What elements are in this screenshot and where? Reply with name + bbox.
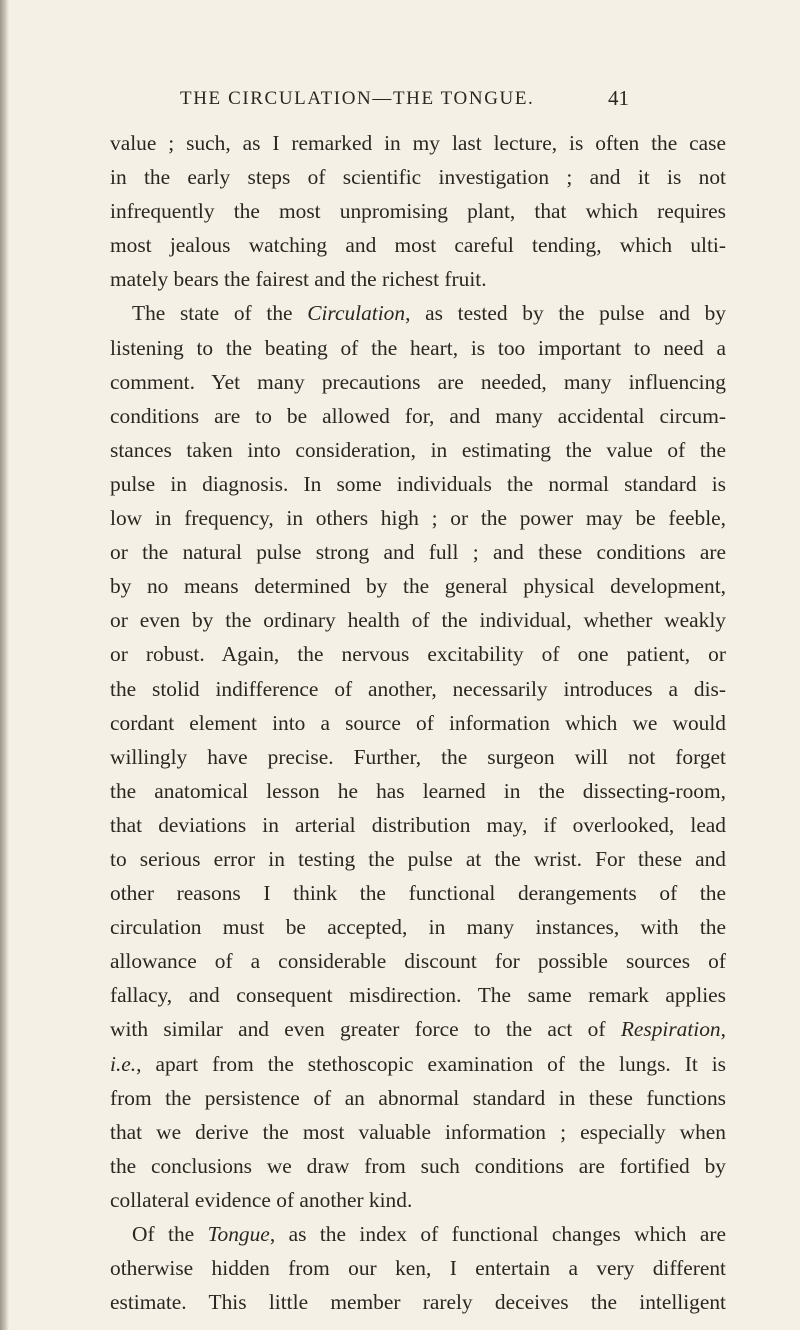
text-run: pulse in diagnosis. In some individuals the normal standard is: [110, 471, 726, 496]
italic-term: Tongue: [207, 1222, 270, 1246]
text-line: [110, 262, 726, 296]
text-run: willingly have precise. Further, the surgeon will not forget: [110, 744, 726, 769]
text-line: [110, 160, 726, 194]
text-run: The state of the: [132, 301, 308, 326]
text-line: [110, 944, 726, 978]
text-line: [110, 978, 726, 1012]
italic-term: Respiration: [620, 1017, 721, 1042]
text-run: allowance of a considerable discount for possible sources of: [110, 949, 726, 974]
text-line: [110, 706, 726, 740]
text-run: the stolid indifference of another, necessarily introduces a dis-: [110, 676, 726, 701]
text-line: [110, 1251, 726, 1285]
text-run: to serious error in testing the pulse at the wrist. For these and: [110, 846, 726, 871]
text-run: ,: [720, 1017, 726, 1042]
running-head: [0, 88, 800, 118]
text-run: the anatomical lesson he has learned in the dissecting-room,: [110, 778, 726, 803]
text-run: most jealous watching and most careful tending, which ulti-: [110, 233, 726, 258]
text-run: with similar and even greater force to the act of: [110, 1017, 621, 1042]
text-line: [110, 1012, 726, 1046]
text-line: [110, 842, 726, 876]
text-line: [110, 126, 726, 160]
text-line: [110, 1149, 726, 1183]
text-run: collateral evidence of another kind.: [110, 1187, 413, 1212]
text-run: fallacy, and consequent misdirection. The same remark applies: [110, 983, 726, 1008]
text-run: by no means determined by the general physical development,: [110, 574, 726, 599]
text-run: , apart from the stethoscopic examination of the lungs. It is: [136, 1051, 726, 1076]
text-run: estimate. This little member rarely deceives the intelligent: [110, 1290, 726, 1315]
text-run: from the persistence of an abnormal standard in these functions: [110, 1085, 726, 1110]
body-text: [110, 126, 726, 1319]
text-line: [110, 603, 726, 637]
text-run: Of the: [132, 1222, 208, 1246]
text-line: [110, 808, 726, 842]
text-run: stances taken into consideration, in estimating the value of the: [110, 437, 726, 462]
text-line: [110, 637, 726, 671]
text-line: [110, 1115, 726, 1149]
text-run: comment. Yet many precautions are needed, many influencing: [110, 369, 726, 394]
text-run: mately bears the fairest and the richest fruit.: [110, 267, 487, 292]
text-line: [110, 1217, 726, 1251]
text-line: [110, 672, 726, 706]
page-edge-shadow: [0, 0, 9, 1330]
text-run: that deviations in arterial distribution may, if overlooked, lead: [110, 812, 726, 837]
text-line: [110, 1285, 726, 1319]
text-line: [110, 501, 726, 535]
text-run: other reasons I think the functional derangements of the: [110, 881, 726, 906]
text-run: the conclusions we draw from such conditions are fortified by: [110, 1153, 726, 1178]
text-run: or even by the ordinary health of the individual, whether weakly: [110, 608, 726, 633]
italic-term: Circulation: [307, 301, 406, 326]
text-run: , as the index of functional changes which are: [269, 1222, 726, 1246]
text-line: [110, 228, 726, 262]
text-line: [110, 194, 726, 228]
text-line: [110, 1081, 726, 1115]
text-line: [110, 774, 726, 808]
text-run: that we derive the most valuable information ; especially when: [110, 1119, 726, 1144]
text-line: [110, 876, 726, 910]
text-line: [110, 535, 726, 569]
text-run: listening to the beating of the heart, is too important to need a: [110, 335, 726, 360]
text-run: or robust. Again, the nervous excitability of one patient, or: [110, 642, 726, 667]
text-run: value ; such, as I remarked in my last lecture, is often the case: [110, 131, 726, 155]
text-line: [110, 296, 726, 330]
text-run: circulation must be accepted, in many instances, with the: [110, 915, 726, 940]
text-line: [110, 1183, 726, 1217]
text-run: low in frequency, in others high ; or the power may be feeble,: [110, 506, 726, 531]
text-line: [110, 569, 726, 603]
text-line: [110, 910, 726, 944]
text-run: or the natural pulse strong and full ; and these conditions are: [110, 540, 726, 565]
text-run: in the early steps of scientific investigation ; and it is not: [110, 165, 726, 190]
text-line: [110, 331, 726, 365]
text-run: conditions are to be allowed for, and many accidental circum-: [110, 403, 726, 428]
page-number: 41: [608, 86, 629, 110]
text-line: [110, 399, 726, 433]
running-title: THE CIRCULATION—THE TONGUE.: [180, 88, 535, 109]
text-run: , as tested by the pulse and by: [405, 301, 726, 326]
text-line: [110, 740, 726, 774]
italic-term: i.e.: [110, 1051, 137, 1076]
text-line: [110, 467, 726, 501]
text-line: [110, 1047, 726, 1081]
text-run: otherwise hidden from our ken, I entertain a very different: [110, 1256, 726, 1281]
text-run: cordant element into a source of information which we would: [110, 710, 726, 735]
text-run: infrequently the most unpromising plant, that which requires: [110, 199, 726, 224]
text-line: [110, 433, 726, 467]
text-line: [110, 365, 726, 399]
